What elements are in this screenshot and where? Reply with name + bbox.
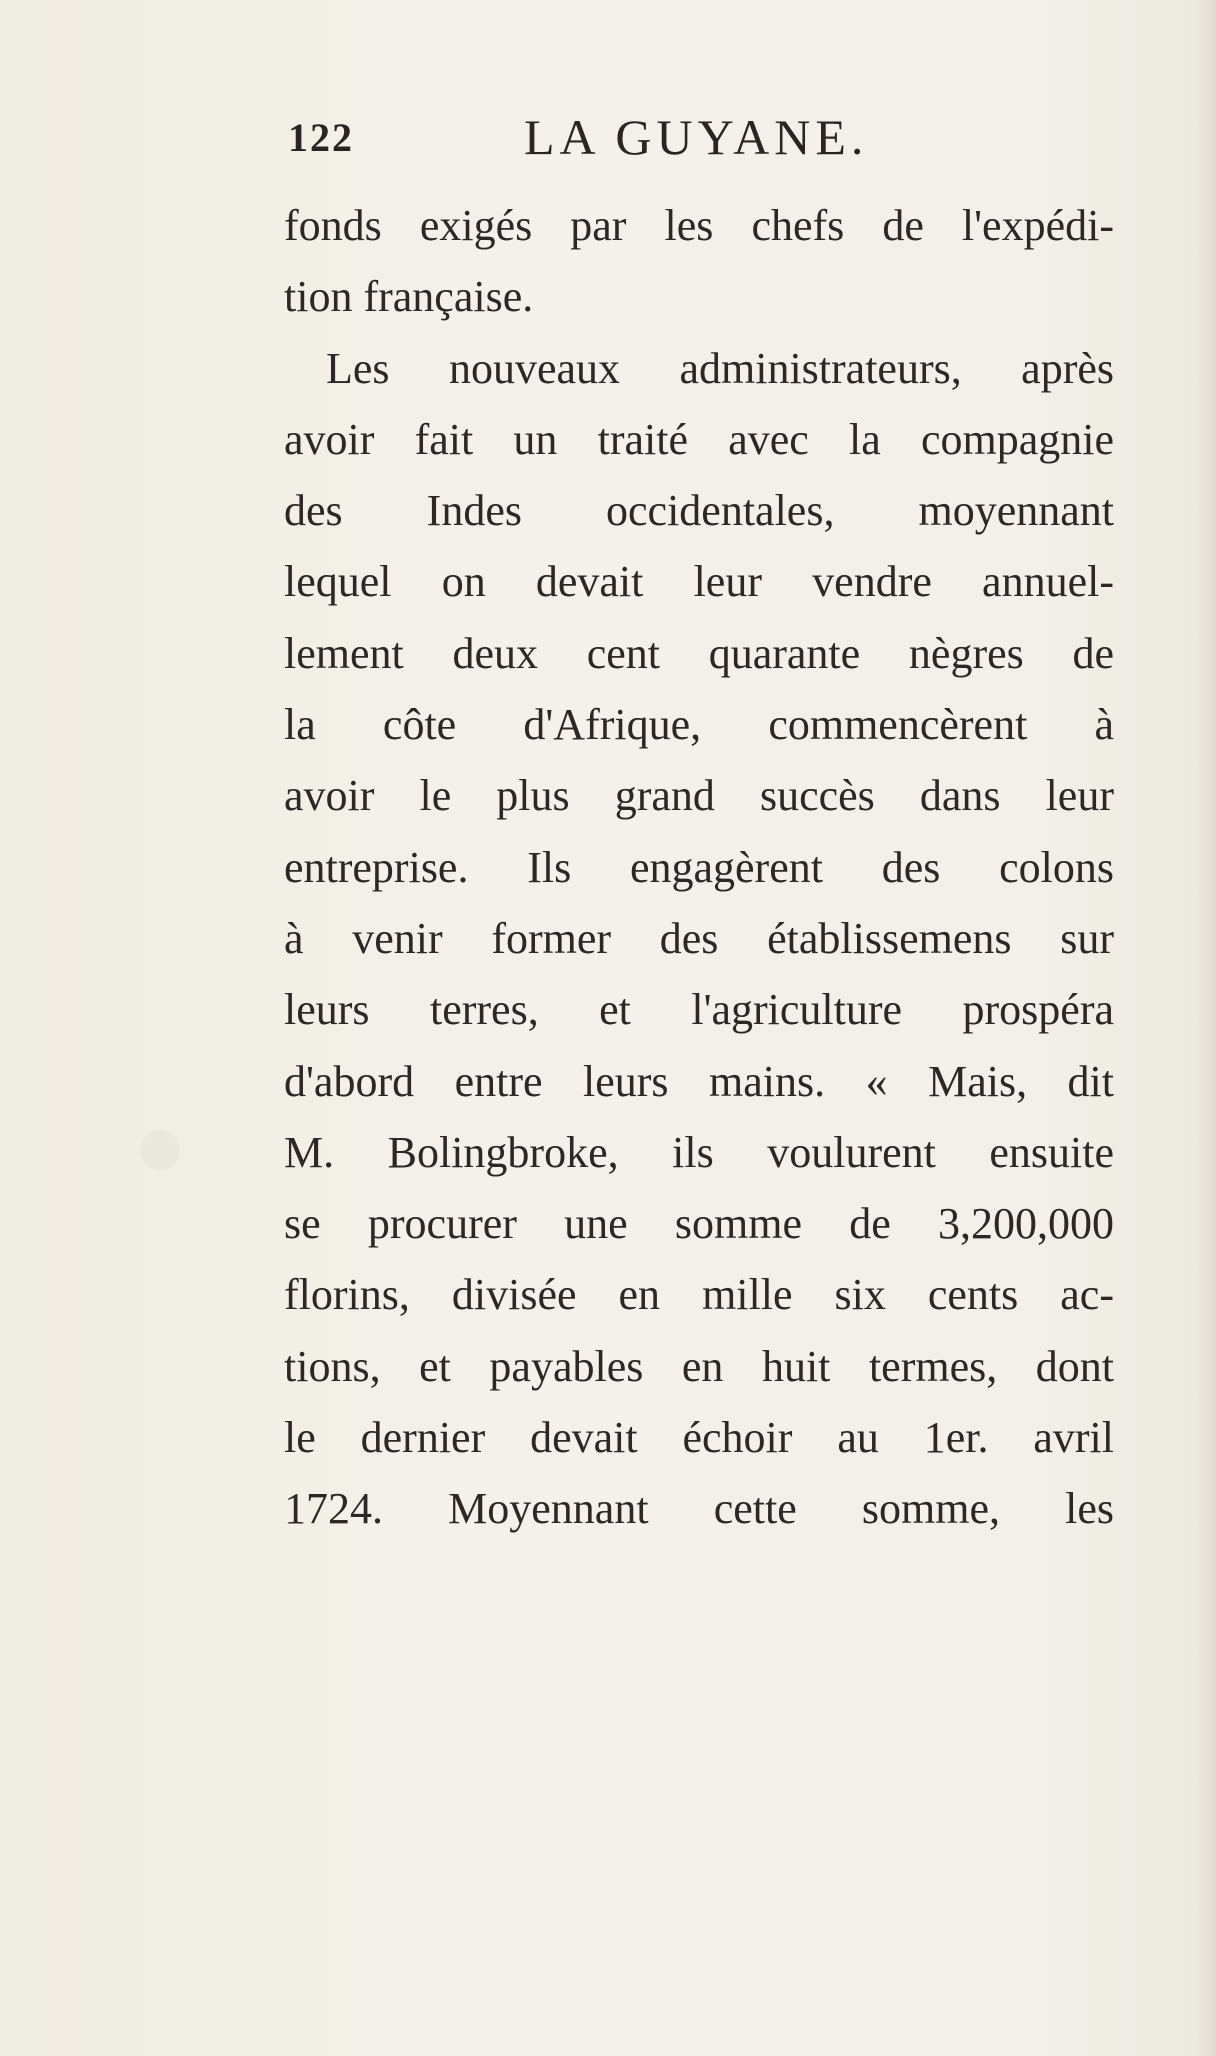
text-line: tions, et payables en huit termes, dont: [284, 1341, 1114, 1391]
text-line: avoir fait un traité avec la compagnie: [284, 414, 1114, 464]
text-line: la côte d'Afrique, commencèrent à: [284, 700, 1114, 750]
text-line: tion française.: [284, 272, 534, 322]
text-line: se procurer une somme de 3,200,000: [284, 1199, 1114, 1249]
text-line: leurs terres, et l'agriculture prospéra: [284, 985, 1114, 1035]
text-line: lequel on devait leur vendre annuel-: [284, 557, 1114, 607]
text-line: d'abord entre leurs mains. « Mais, dit: [284, 1056, 1114, 1106]
text-line: lement deux cent quarante nègres de: [284, 628, 1114, 678]
body-text: [284, 190, 1114, 1545]
page-header: [288, 108, 1118, 168]
text-line: 1724. Moyennant cette somme, les: [284, 1484, 1114, 1534]
text-line: Les nouveaux administrateurs, après: [326, 343, 1114, 393]
page-edge-shadow: [1198, 0, 1216, 2056]
paper-stain: [140, 1130, 180, 1170]
page-number: 122: [288, 115, 354, 160]
text-line: à venir former des établissemens sur: [284, 913, 1114, 963]
text-line: entreprise. Ils engagèrent des colons: [284, 842, 1114, 892]
text-line: avoir le plus grand succès dans leur: [284, 771, 1114, 821]
running-title: LA GUYANE.: [524, 109, 869, 165]
text-line: le dernier devait échoir au 1er. avril: [284, 1413, 1114, 1463]
text-line: M. Bolingbroke, ils voulurent ensuite: [284, 1127, 1114, 1177]
text-line: des Indes occidentales, moyennant: [284, 486, 1114, 536]
text-line: florins, divisée en mille six cents ac-: [284, 1270, 1114, 1320]
text-line: fonds exigés par les chefs de l'expédi-: [284, 201, 1114, 250]
